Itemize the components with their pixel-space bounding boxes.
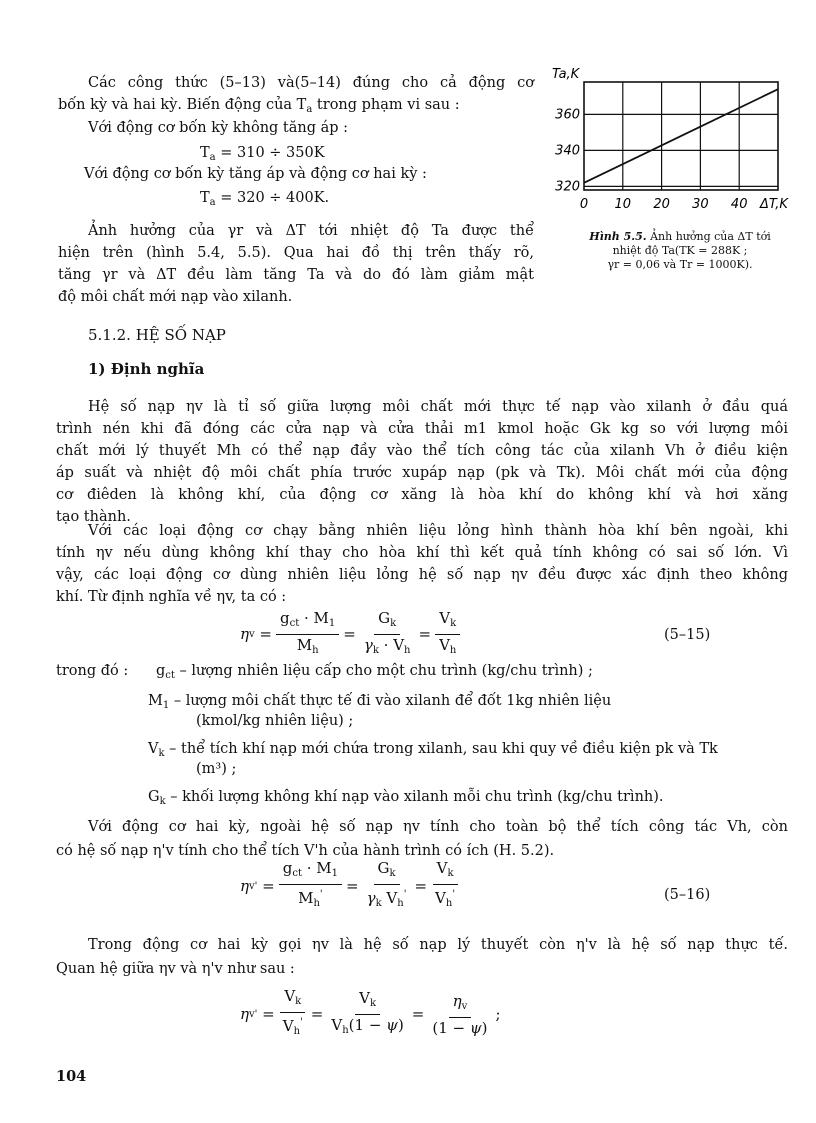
page-number: 104 bbox=[56, 1068, 87, 1085]
range-2: $T_a = 320 \div 400K$. bbox=[200, 190, 330, 208]
fuel-line-3: vậy, các loại động cơ dùng nhiên liệu lỏng hệ số nạp ηv đều được xác định theo không bbox=[56, 567, 788, 583]
equation-relation: η v ' = $\frac{V_k}{V_h'}$ = $\frac{V_k}{V_h(1 - \psi)}$ = $\frac{\eta_v}{(1 - \psi)}$ ; bbox=[240, 987, 501, 1037]
where-vk-cont: (m³) ; bbox=[196, 761, 237, 777]
x-tick-label: 0 bbox=[579, 197, 589, 212]
intro-line-5: Với động cơ bốn kỳ tăng áp và động cơ hai kỳ : bbox=[84, 166, 427, 182]
figure-5-5-chart bbox=[548, 67, 808, 212]
where-label: trong đó : bbox=[56, 663, 129, 679]
equation-5-16: η v ' = $\frac{g_{ct} \cdot M_1}{M_h'}$ = $\frac{G_k}{\gamma_k V_h'}$ = $\frac{V_k}{V_h'}$ bbox=[240, 862, 463, 910]
y-tick-label: 340 bbox=[555, 143, 580, 159]
intro-line-2: bốn kỳ và hai kỳ. Biến động của $T_a$ trong phạm vi sau : bbox=[58, 97, 460, 115]
influence-line-2: hiện trên (hình 5.4, 5.5). Qua hai đồ thị trên thấy rõ, bbox=[58, 245, 534, 261]
subsection-title: 1) Định nghĩa bbox=[88, 360, 205, 378]
y-tick-label: 360 bbox=[555, 107, 580, 123]
definition-line-5: cơ điêden là không khí, của động cơ xăng là hòa khí do không khí và hơi xăng bbox=[56, 487, 788, 503]
definition-line-6: tạo thành. bbox=[56, 509, 131, 525]
x-tick-label: 40 bbox=[730, 197, 748, 212]
equation-5-15-number: (5–15) bbox=[664, 627, 711, 643]
where-vk: $V_k$ – thể tích khí nạp mới chứa trong xilanh, sau khi quy về điều kiện pk và Tk bbox=[148, 741, 718, 759]
relation-line-2: Quan hệ giữa ηv và η'v như sau : bbox=[56, 961, 295, 977]
x-axis-title: ΔT,K bbox=[760, 197, 788, 212]
relation-line-1: Trong động cơ hai kỳ gọi ηv là hệ số nạp lý thuyết còn η'v là hệ số nạp thực tế. bbox=[88, 937, 788, 953]
equation-5-16-number: (5–16) bbox=[664, 887, 711, 903]
y-axis-title: Ta,K bbox=[552, 67, 580, 82]
influence-line-4: độ môi chất mới nạp vào xilanh. bbox=[58, 289, 293, 305]
range-1: $T_a = 310 \div 350K$ bbox=[200, 145, 325, 163]
fuel-line-2: tính ηv nếu dùng không khí thay cho hòa khí thì kết quả tính không có sai số lớn. Vì bbox=[56, 545, 788, 561]
influence-line-3: tăng γr và ΔT đều làm tăng Ta và do đó làm giảm mật bbox=[58, 267, 534, 283]
x-tick-label: 20 bbox=[653, 197, 670, 212]
where-gk: $G_k$ – khối lượng không khí nạp vào xilanh mỗi chu trình (kg/chu trình). bbox=[148, 789, 664, 807]
intro-line-1: Các công thức (5–13) và(5–14) đúng cho cả động cơ bbox=[88, 75, 534, 91]
influence-line-1: Ảnh hưởng của γr và ΔT tới nhiệt độ Ta được thể bbox=[88, 223, 534, 239]
where-m1: $M_1$ – lượng môi chất thực tế đi vào xilanh để đốt 1kg nhiên liệu bbox=[148, 693, 612, 711]
definition-line-4: áp suất và nhiệt độ môi chất phía trước xupáp nạp (pk và Tk). Môi chất mới của động bbox=[56, 465, 788, 481]
definition-line-3: chất mới lý thuyết Mh có thể nạp đầy vào thể tích công tác của xilanh Vh ở điều kiện bbox=[56, 443, 788, 459]
intro-line-3: Với động cơ bốn kỳ không tăng áp : bbox=[88, 120, 349, 136]
fuel-line-1: Với các loại động cơ chạy bằng nhiên liệu lỏng hình thành hòa khí bên ngoài, khi bbox=[88, 523, 788, 539]
equation-5-15: η v = $\frac{g_{ct} \cdot M_1}{M_h}$ = $\frac{G_k}{\gamma_k \cdot V_h}$ = $\frac{V_k}{V_h}$ bbox=[240, 610, 464, 658]
y-tick-label: 320 bbox=[555, 179, 580, 195]
x-tick-label: 10 bbox=[614, 197, 632, 212]
twostroke-line-2: có hệ số nạp η'v tính cho thể tích V'h của hành trình có ích (H. 5.2). bbox=[56, 843, 555, 859]
definition-line-1: Hệ số nạp ηv là tỉ số giữa lượng môi chất mới thực tế nạp vào xilanh ở đầu quá bbox=[88, 399, 788, 415]
twostroke-line-1: Với động cơ hai kỳ, ngoài hệ số nạp ηv tính cho toàn bộ thể tích công tác Vh, còn bbox=[88, 819, 788, 835]
where-m1-cont: (kmol/kg nhiên liệu) ; bbox=[196, 713, 354, 729]
series-line-ta bbox=[584, 89, 778, 183]
figure-caption: Hình 5.5. Ảnh hưởng của ΔT tới nhiệt độ Ta(TK = 288K ; γr = 0,06 và Tr = 1000K). bbox=[589, 230, 771, 271]
section-title: 5.1.2. HỆ SỐ NẠP bbox=[88, 326, 226, 344]
where-gct: $g_{ct}$ – lượng nhiên liệu cấp cho một chu trình (kg/chu trình) ; bbox=[156, 663, 593, 681]
definition-line-2: trình nén khi đã đóng các cửa nạp và cửa thải m1 kmol hoặc Gk kg so với lượng môi bbox=[56, 421, 788, 437]
fuel-line-4: khí. Từ định nghĩa về ηv, ta có : bbox=[56, 589, 287, 605]
x-tick-label: 30 bbox=[692, 197, 709, 212]
